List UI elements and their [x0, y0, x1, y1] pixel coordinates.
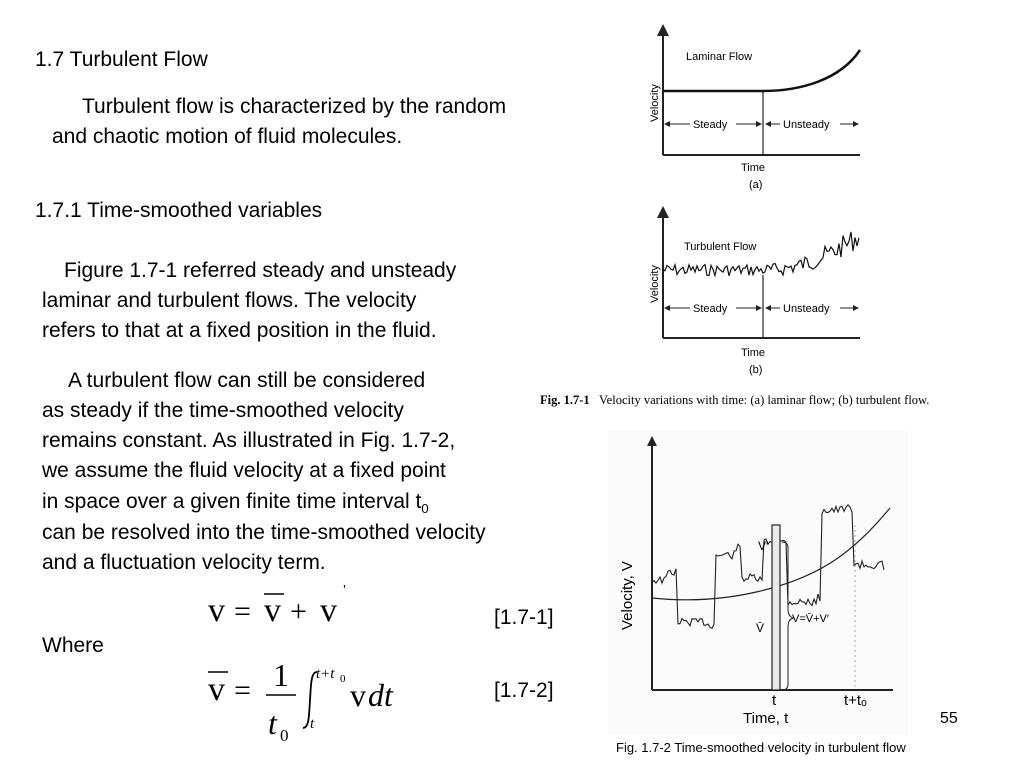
eq1-vbar: v [264, 592, 281, 629]
page-title: 1.7 Turbulent Flow [35, 48, 208, 71]
fig2-tick-t: t [772, 692, 777, 709]
para2-line-6: can be resolved into the time-smoothed velocity [42, 521, 486, 544]
fig-a-unsteady-label: Unsteady [783, 119, 830, 131]
figure-1-7-2 [608, 430, 908, 735]
eq2-lower-limit: t [310, 716, 315, 732]
equation-1-label: [1.7-1] [494, 606, 554, 629]
fig-a-tag: (a) [749, 179, 763, 191]
para2-line-2: as steady if the time-smoothed velocity [42, 399, 404, 422]
fig-b-steady-label: Steady [693, 303, 728, 315]
figure-1-7-2-caption: Fig. 1.7-2 Time-smoothed velocity in turbulent flow [616, 740, 906, 755]
eq1-equals: = [234, 595, 251, 628]
fig2-tick-tt0: t+tₒ [844, 692, 867, 709]
fig2-xlabel: Time, t [743, 710, 789, 727]
figure-1-7-1b [649, 212, 860, 376]
eq2-numerator: 1 [273, 657, 289, 693]
equation-2-label: [1.7-2] [494, 679, 554, 702]
figure-1-7-1-caption [540, 393, 929, 408]
section-subheading: 1.7.1 Time-smoothed variables [35, 199, 323, 222]
figure-1-7-1 [600, 20, 1020, 415]
fig-b-velocity-curve [663, 232, 859, 276]
eq1-vprime: v [320, 592, 337, 629]
where-label: Where [42, 634, 104, 657]
fig2-ylabel: Velocity, V [619, 561, 636, 630]
para2-line-7: and a fluctuation velocity term. [42, 551, 326, 574]
fig-b-steady-arrowhead-right [756, 305, 762, 311]
page-number: 55 [940, 710, 958, 727]
fig-b-unsteady-arrowhead-right [853, 305, 859, 311]
fig-a-steady-arrowhead-right [756, 121, 762, 127]
fig2-vprime-label: V′ [758, 539, 769, 553]
fig171-caption-text: Velocity variations with time: (a) laminar flow; (b) turbulent flow. [599, 393, 930, 407]
fig-b-unsteady-label: Unsteady [783, 303, 830, 315]
eq2-upper-sub: 0 [340, 673, 346, 685]
eq2-equals: = [234, 674, 251, 707]
t0-subscript: 0 [421, 501, 429, 517]
para2-line-4: we assume the fluid velocity at a fixed point [42, 459, 446, 482]
para2-line-5: in space over a given finite time interval $t_0$ [42, 490, 429, 517]
eq1-v: v [208, 592, 225, 629]
eq1-prime: ' [343, 585, 346, 599]
equation-1 [200, 585, 370, 635]
fig-a-steady-arrowhead-left [664, 121, 670, 127]
intro-line-2: and chaotic motion of fluid molecules. [52, 125, 403, 148]
fig-b-ylabel: Velocity [649, 265, 661, 303]
para1-line-2: laminar and turbulent flows. The velocity [42, 289, 417, 312]
fig-a-unsteady-arrowhead-right [853, 121, 859, 127]
eq2-dt: dt [368, 677, 393, 713]
eq2-t0-sub: 0 [280, 726, 289, 745]
figure-1-7-1a [649, 30, 860, 191]
fig-a-xlabel: Time [741, 162, 766, 174]
intro-line-1: Turbulent flow is characterized by the random [82, 95, 507, 118]
fig-a-steady-label: Steady [693, 119, 728, 131]
fig-a-title: Laminar Flow [686, 51, 753, 63]
fig-b-xlabel: Time [741, 347, 766, 359]
para1-line-1: Figure 1.7-1 referred steady and unsteady [64, 259, 457, 282]
eq2-integrand-v: v [350, 677, 366, 713]
eq2-vbar: v [208, 671, 225, 708]
para2-line-3: remains constant. As illustrated in Fig. 1.7-2, [42, 429, 456, 452]
fig-b-title: Turbulent Flow [684, 241, 757, 253]
fig-b-steady-arrowhead-left [664, 305, 670, 311]
fig-b-tag: (b) [749, 364, 763, 376]
fig2-equation-label: V=V̄+V′ [792, 613, 829, 625]
eq2-upper-limit: t+t [316, 666, 335, 682]
eq2-t: t [268, 705, 277, 741]
fig2-vbar-label: V̄ [756, 621, 765, 635]
para1-line-3: refers to that at a fixed position in the fluid. [42, 319, 437, 342]
equation-2 [200, 650, 430, 750]
fig2-time-band [772, 525, 780, 690]
para2-line-1: A turbulent flow can still be considered [68, 369, 426, 392]
fig-a-ylabel: Velocity [649, 84, 661, 122]
eq1-plus: + [290, 595, 307, 628]
fig171-caption-prefix: Fig. 1.7-1 [540, 393, 590, 407]
